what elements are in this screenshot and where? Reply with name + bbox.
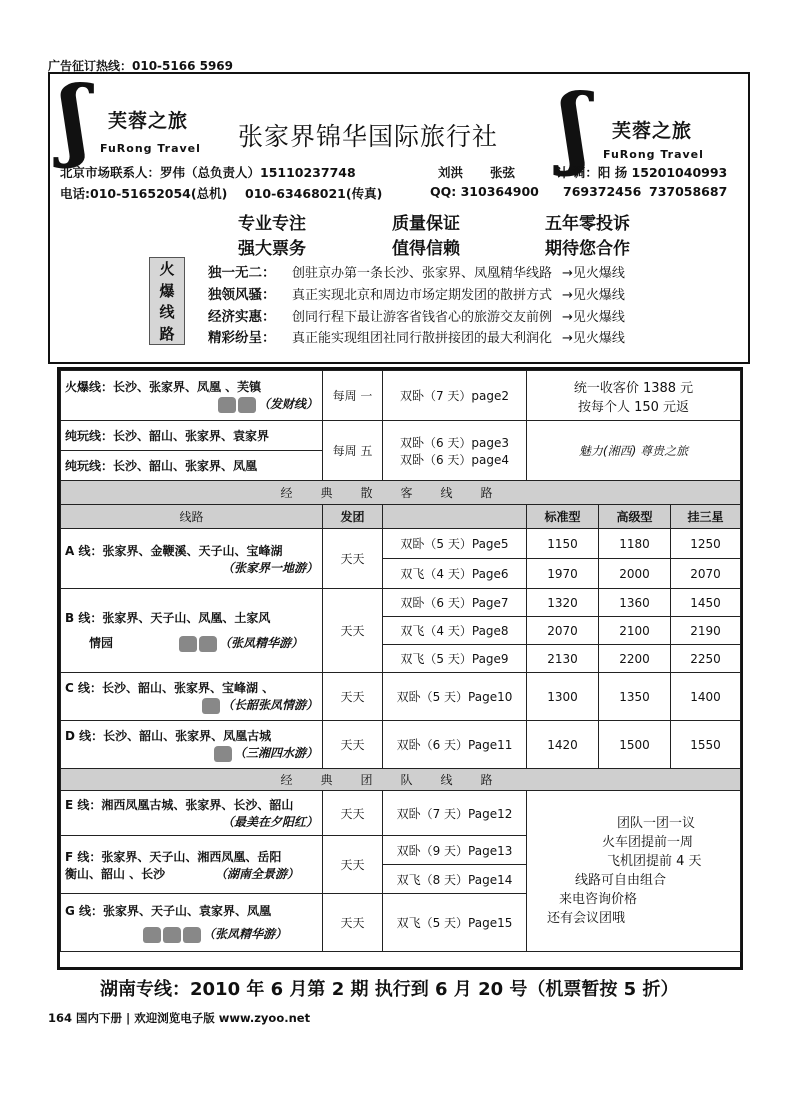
price-advanced: 1350: [599, 673, 671, 721]
trip-type: 双卧（9 天）Page13: [383, 836, 527, 865]
slogan: 专业专注: [238, 214, 306, 234]
contact-phone: 电话:010-51652054(总机): [60, 186, 228, 201]
thumbs-up-icon: [218, 397, 236, 413]
team-notes: 团队一团一议 火车团提前一周 飞机团提前 4 天 线路可自由组合 来电咨询价格 还有会议团哦: [527, 791, 741, 952]
feature-row: 独领风骚： 真正实现北京和周边市场定期发团的散拼方式 →见火爆线: [208, 287, 625, 303]
trip-type: 双飞（4 天）Page8: [383, 617, 527, 645]
trip-type: 双飞（5 天）Page15: [383, 894, 527, 952]
price-advanced: 2200: [599, 645, 671, 673]
price-advanced: 2100: [599, 617, 671, 645]
hot-route: 纯玩线：长沙、韶山、张家界、袁家界: [61, 421, 323, 451]
slogan: 五年零投诉: [545, 214, 630, 234]
contact-qq3: 737058687: [649, 184, 728, 199]
route-a: A 线：张家界、金鞭溪、天子山、宝峰湖 （张家界一地游）: [61, 529, 323, 589]
contact-qq: QQ: 310364900: [430, 184, 539, 199]
price-standard: 2130: [527, 645, 599, 673]
price-three-star: 2070: [671, 559, 741, 589]
furong-logo-icon: ʃ: [60, 66, 90, 170]
price-standard: 1970: [527, 559, 599, 589]
logo-name-right: 芙蓉之旅: [612, 120, 693, 142]
thumbs-up-icon: [183, 927, 201, 943]
feature-row: 精彩纷呈： 真正能实现组团社同行散拼接团的最大利润化 →见火爆线: [208, 330, 625, 346]
depart-d: 天天: [323, 721, 383, 769]
section-heading-classic: 经典散客线路: [61, 481, 741, 505]
slogan: 期待您合作: [545, 239, 630, 259]
trip-type: 双卧（5 天）Page10: [383, 673, 527, 721]
col-header-standard: 标准型: [527, 505, 599, 529]
depart-freq: 每周 五: [323, 421, 383, 481]
route-c: C 线：长沙、韶山、张家界、宝峰湖 、 （长韶张凤情游）: [61, 673, 323, 721]
price-three-star: 1450: [671, 589, 741, 617]
price-standard: 1300: [527, 673, 599, 721]
contact-liu: 刘洪: [438, 165, 464, 180]
price-advanced: 1500: [599, 721, 671, 769]
thumbs-up-icon: [163, 927, 181, 943]
trip-type: 双卧（5 天）Page5: [383, 529, 527, 559]
trip-type: 双卧（6 天）page3 双卧（6 天）page4: [383, 421, 527, 481]
price-standard: 1320: [527, 589, 599, 617]
route-d: D 线：长沙、韶山、张家界、凤凰古城 （三湘四水游）: [61, 721, 323, 769]
price-standard: 1150: [527, 529, 599, 559]
hot-note: 魅力(湘西) 尊贵之旅: [527, 421, 741, 481]
slogan: 质量保证: [392, 214, 460, 234]
contact-beijing: 北京市场联系人：罗伟（总负责人）15110237748: [60, 165, 356, 180]
col-header-route: 线路: [61, 505, 323, 529]
hot-route: 纯玩线：长沙、韶山、张家界、凤凰: [61, 451, 323, 481]
furong-logo-icon: ʃ: [560, 74, 590, 178]
feature-row: 独一无二： 创驻京办第一条长沙、张家界、凤凰精华线路 →见火爆线: [208, 265, 625, 281]
col-header-three-star: 挂三星: [671, 505, 741, 529]
trip-type: 双飞（4 天）Page6: [383, 559, 527, 589]
route-g: G 线：张家界、天子山、袁家界、凤凰 （张凤精华游）: [61, 894, 323, 952]
depart-e: 天天: [323, 791, 383, 836]
route-f: F 线：张家界、天子山、湘西凤凰、岳阳 衡山、韶山 、长沙 （湖南全景游）: [61, 836, 323, 894]
price-three-star: 2250: [671, 645, 741, 673]
trip-type: 双卧（7 天）Page12: [383, 791, 527, 836]
price-advanced: 1180: [599, 529, 671, 559]
price-three-star: 1550: [671, 721, 741, 769]
logo-name-left: 芙蓉之旅: [108, 110, 189, 132]
col-header-depart: 发团: [323, 505, 383, 529]
hot-routes-tag: 火 爆 线 路: [149, 257, 185, 345]
price-table-frame: [57, 367, 743, 970]
trip-type: 双卧（7 天）page2: [383, 371, 527, 421]
contact-planner: 计 调：阳 扬 15201040993: [556, 165, 728, 180]
depart-c: 天天: [323, 673, 383, 721]
hot-route: 火爆线：长沙、张家界、凤凰 、芙镇: [65, 380, 262, 395]
route-tag: （发财线）: [257, 397, 318, 412]
thumbs-up-icon: [202, 698, 220, 714]
contact-zhang: 张弦: [490, 165, 516, 180]
price-advanced: 2000: [599, 559, 671, 589]
price-table: [60, 370, 741, 952]
trip-type: 双卧（6 天）Page11: [383, 721, 527, 769]
hot-price: 统一收客价 1388 元 按每个人 150 元返: [527, 371, 741, 421]
route-b: B 线：张家界、天子山、凤凰、土家风 情园 （张凤精华游）: [61, 589, 323, 673]
contact-fax: 010-63468021(传真): [245, 186, 383, 201]
page-footer: 164 国内下册 | 欢迎浏览电子版 www.zyoo.net: [48, 1011, 311, 1025]
price-three-star: 1400: [671, 673, 741, 721]
price-standard: 1420: [527, 721, 599, 769]
price-three-star: 2190: [671, 617, 741, 645]
route-e: E 线：湘西凤凰古城、张家界、长沙、韶山 （最美在夕阳红）: [61, 791, 323, 836]
section-heading-team: 经典团队线路: [61, 769, 741, 791]
trip-type: 双飞（8 天）Page14: [383, 865, 527, 894]
thumbs-up-icon: [238, 397, 256, 413]
depart-g: 天天: [323, 894, 383, 952]
trip-type: 双卧（6 天）Page7: [383, 589, 527, 617]
depart-freq: 每周 一: [323, 371, 383, 421]
depart-a: 天天: [323, 529, 383, 589]
price-advanced: 1360: [599, 589, 671, 617]
ad-hotline: 广告征订热线：010-5166 5969: [48, 59, 234, 73]
thumbs-up-icon: [179, 636, 197, 652]
hunan-line-footer: 湖南专线：2010 年 6 月第 2 期 执行到 6 月 20 号（机票暂按 5 折）: [100, 979, 679, 1000]
depart-b: 天天: [323, 589, 383, 673]
col-header-advanced: 高级型: [599, 505, 671, 529]
price-three-star: 1250: [671, 529, 741, 559]
slogan: 值得信赖: [392, 239, 460, 259]
logo-en-left: FuRong Travel: [100, 142, 201, 155]
thumbs-up-icon: [199, 636, 217, 652]
depart-f: 天天: [323, 836, 383, 894]
trip-type: 双飞（5 天）Page9: [383, 645, 527, 673]
agency-name: 张家界锦华国际旅行社: [238, 122, 499, 151]
price-standard: 2070: [527, 617, 599, 645]
slogan: 强大票务: [238, 239, 306, 259]
thumbs-up-icon: [214, 746, 232, 762]
thumbs-up-icon: [143, 927, 161, 943]
logo-en-right: FuRong Travel: [603, 148, 704, 161]
contact-qq2: 769372456: [563, 184, 642, 199]
feature-row: 经济实惠： 创同行程下最让游客省钱省心的旅游交友前例 →见火爆线: [208, 309, 625, 325]
